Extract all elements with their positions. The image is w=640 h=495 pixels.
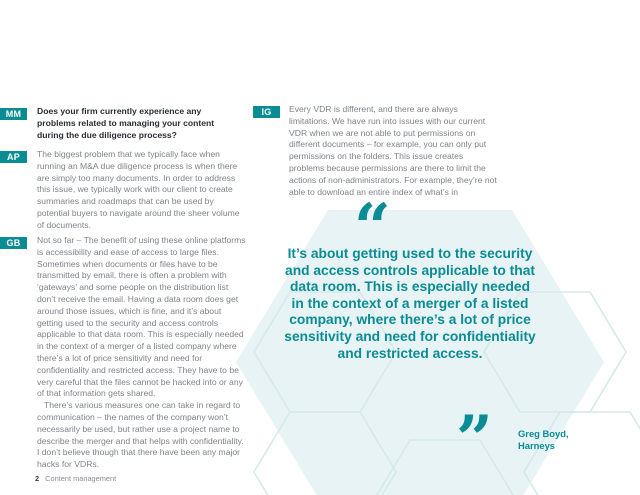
page-footer bbox=[35, 474, 116, 483]
open-quote-mark-icon: “ bbox=[354, 190, 391, 265]
section-name: Content management bbox=[45, 474, 117, 483]
answer-gb-block bbox=[37, 235, 247, 471]
attribution-name: Greg Boyd, bbox=[518, 428, 569, 439]
speaker-badge-ap: AP bbox=[0, 151, 27, 163]
speaker-badge-mm: MM bbox=[0, 108, 27, 120]
pull-quote-text: It’s about getting used to the security and access controls applicable to that data room. This is especially needed in the context of a merger of a listed company, where there’s a lot of price sensitivity and need for confidentiality and restricted access. bbox=[284, 246, 536, 361]
answer-ig-text: Every VDR is different, and there are always limitations. We have run into issues with our current VDR when we are not able to put permissions on different documents – for example, you can only put permissions on the folders. This issue creates problems because permissions are there to limit the actions of non-administrators. For example, they’re not able to download an entire index of what’s in bbox=[289, 104, 497, 197]
answer-ap-text: The biggest problem that we typically face when running an M&A due diligence process is when there are simply too many documents. In order to address this issue, we typically work with our client to create summaries and roadmaps that can be used by potential buyers to navigate around the sheer volume of documents. bbox=[37, 149, 240, 230]
answer-gb-paragraph-2: There’s various measures one can take in regard to communication – the names of the company won’t necessarily be used, but rather use a project name to describe the merger and that helps with confidentiality. I don’t believe though that there have been any major hacks for VDRs. bbox=[37, 400, 244, 470]
answer-gb-paragraph-1: Not so far – The benefit of using these online platforms is accessibility and ease of access to large files. Sometimes when documents or files have to be transmitted by email, there is often a problem with ‘gateways’ and some people on the distribution list don’t receive the email. Having a data room does get around those issues, which is fine, and it’s about getting used to the security and access controls applicable to that data room. This is especially needed in the context of a merger of a listed company where there’s a lot of price sensitivity and need for confidentiality and restricted access. They have to be very careful that the files cannot be hacked into or any of that information gets shared. bbox=[37, 235, 246, 399]
pull-quote-attribution bbox=[518, 428, 618, 451]
speaker-badge-gb: GB bbox=[0, 237, 27, 249]
attribution-organization: Harneys bbox=[518, 439, 556, 451]
speaker-badge-ig: IG bbox=[253, 106, 280, 118]
close-quote-mark-icon: ” bbox=[456, 402, 493, 477]
question-text: Does your firm currently experience any problems related to managing your content during the due diligence process? bbox=[37, 106, 215, 140]
page-number: 2 bbox=[35, 474, 40, 483]
